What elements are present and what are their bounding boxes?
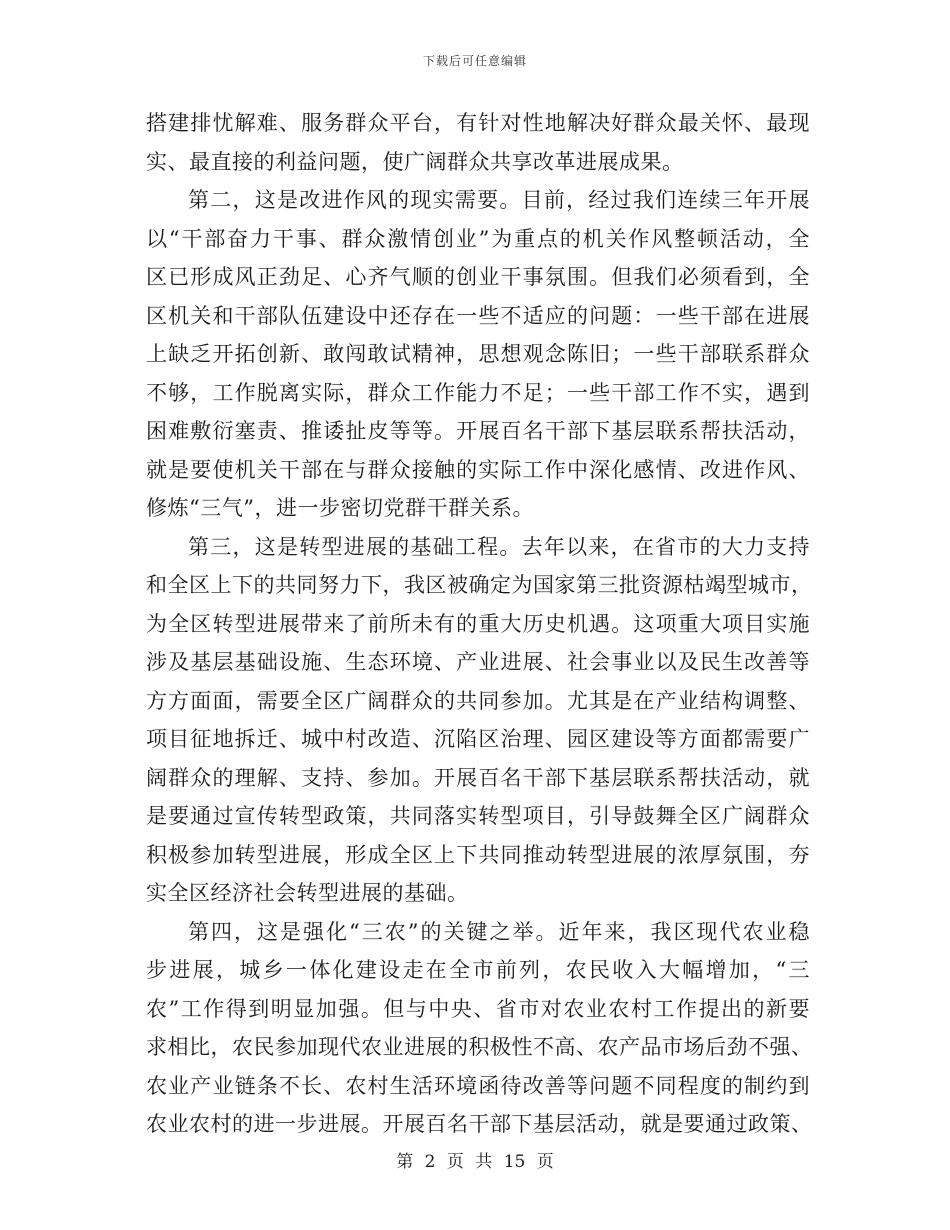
body-line: 第四，这是强化“三农”的关键之举。近年来，我区现代农业稳 (188, 919, 810, 944)
body-line: 区机关和干部队伍建设中还存在一些不适应的问题：一些干部在进展 (146, 303, 810, 328)
body-line: 不够，工作脱离实际，群众工作能力不足；一些干部工作不实，遇到 (146, 380, 810, 405)
body-line: 阔群众的理解、支持、参加。开展百名干部下基层联系帮扶活动，就 (146, 765, 810, 790)
body-line: 和全区上下的共同努力下，我区被确定为国家第三批资源枯竭型城市， (146, 573, 813, 597)
body-line: 区已形成风正劲足、心齐气顺的创业干事氛围。但我们必须看到，全 (146, 265, 810, 289)
body-line: 实、最直接的利益问题，使广阔群众共享改革进展成果。 (146, 149, 684, 174)
body-line: 步进展，城乡一体化建设走在全市前列，农民收入大幅增加，“三 (146, 958, 810, 982)
body-line: 求相比，农民参加现代农业进展的积极性不高、农产品市场后劲不强、 (146, 1035, 813, 1059)
body-line: 搭建排忧解难、服务群众平台，有针对性地解决好群众最关怀、最现 (146, 111, 810, 135)
body-line: 是要通过宣传转型政策，共同落实转型项目，引导鼓舞全区广阔群众 (146, 804, 810, 828)
document-body (146, 104, 813, 1144)
body-line: 第二，这是改进作风的现实需要。目前，经过我们连续三年开展 (188, 188, 810, 212)
body-line: 修炼“三气”，进一步密切党群干群关系。 (146, 496, 534, 520)
body-line: 困难敷衍塞责、推诿扯皮等等。开展百名干部下基层联系帮扶活动， (146, 419, 810, 443)
page-number-footer: 第 2 页 共 15 页 (396, 1152, 554, 1172)
body-line: 农业产业链条不长、农村生活环境函待改善等问题不同程度的制约到 (146, 1073, 810, 1098)
body-line: 方方面面，需要全区广阔群众的共同参加。尤其是在产业结构调整、 (146, 688, 810, 713)
body-line: 第三，这是转型进展的基础工程。去年以来，在省市的大力支持 (188, 534, 810, 559)
body-line: 为全区转型进展带来了前所未有的重大历史机遇。这项重大项目实施 (146, 611, 810, 636)
body-line: 农业农村的进一步进展。开展百名干部下基层活动，就是要通过政策、 (146, 1112, 813, 1136)
body-line: 以“干部奋力干事、群众激情创业”为重点的机关作风整顿活动，全 (146, 226, 810, 251)
body-line: 项目征地拆迁、城中村改造、沉陷区治理、园区建设等方面都需要广 (146, 727, 810, 751)
body-line: 涉及基层基础设施、生态环境、产业进展、社会事业以及民生改善等 (146, 650, 810, 674)
body-line: 实全区经济社会转型进展的基础。 (146, 881, 469, 905)
body-line: 积极参加转型进展，形成全区上下共同推动转型进展的浓厚氛围，夯 (146, 842, 810, 867)
body-line: 就是要使机关干部在与群众接触的实际工作中深化感情、改进作风、 (146, 457, 810, 482)
body-line: 农”工作得到明显加强。但与中央、省市对农业农村工作提出的新要 (146, 996, 810, 1021)
page-header: 下载后可任意编辑 (422, 54, 527, 68)
body-line: 上缺乏开拓创新、敢闯敢试精神，思想观念陈旧；一些干部联系群众 (146, 342, 810, 366)
